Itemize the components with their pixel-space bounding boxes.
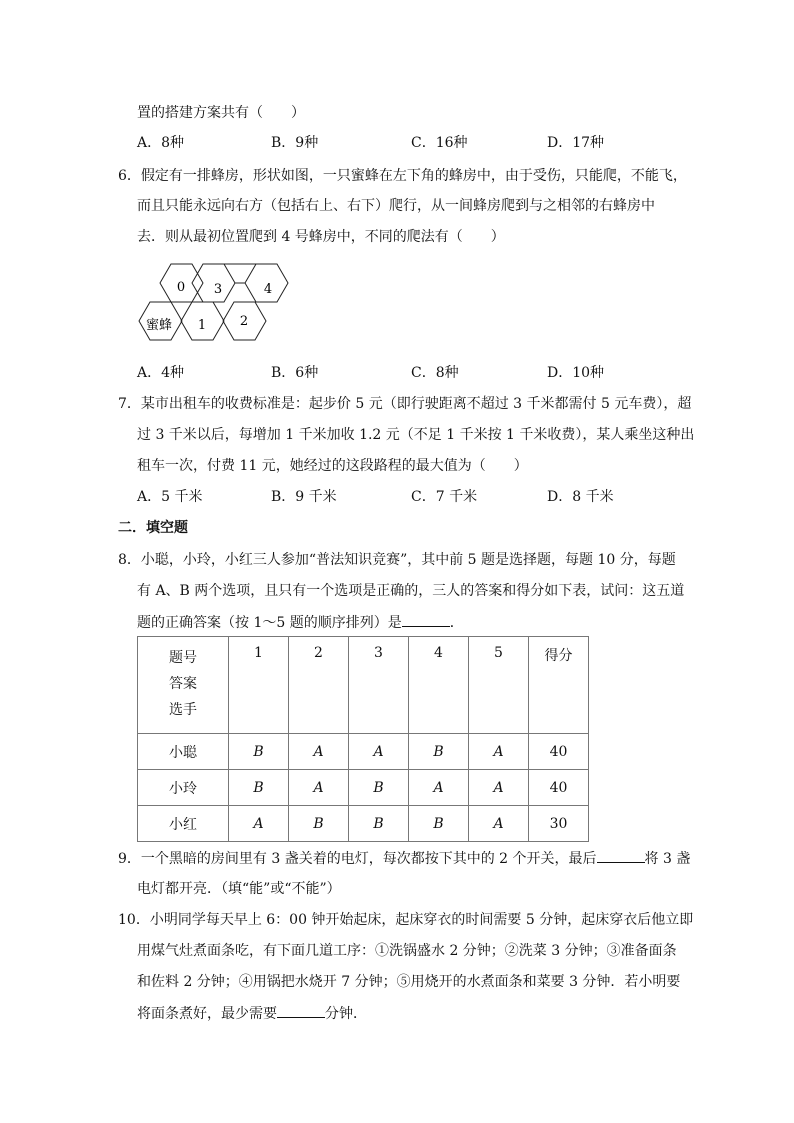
score-cell: 30	[529, 806, 589, 842]
table-corner-cell	[138, 637, 229, 734]
score-cell: 40	[529, 770, 589, 806]
answer-cell: B	[229, 734, 289, 770]
hex-label-4: 4	[263, 282, 273, 297]
q6-option-b: B．6种	[271, 365, 319, 381]
q5-option-a: A．8种	[137, 135, 185, 151]
q8-line3-end: ．	[449, 615, 464, 631]
table-row	[138, 806, 589, 842]
hex-label-2: 2	[239, 314, 249, 329]
answer-cell: A	[289, 734, 349, 770]
table-header-row	[138, 637, 589, 734]
header-cell-2: 2	[289, 637, 349, 734]
table-row	[138, 770, 589, 806]
header-cell-score: 得分	[529, 637, 589, 734]
hex-label-3: 3	[213, 282, 223, 297]
hex-label-1: 1	[197, 318, 207, 333]
q5-continuation: 置的搭建方案共有（ ）	[137, 105, 305, 121]
answer-cell: A	[469, 770, 529, 806]
answer-cell: B	[349, 806, 409, 842]
score-cell: 40	[529, 734, 589, 770]
q7-text-line2: 过 3 千米以后，每增加 1 千米加收 1.2 元（不足 1 千米按 1 千米收费），某人乘坐这种出	[137, 427, 695, 443]
q10-text-line1: 10．小明同学每天早上 6：00 钟开始起床，起床穿衣的时间需要 5 分钟，起床穿衣后他立即	[118, 912, 694, 928]
answer-cell: A	[289, 770, 349, 806]
answer-cell: B	[409, 734, 469, 770]
header-cell-5: 5	[469, 637, 529, 734]
q8-text-line1: 8．小聪，小玲，小红三人参加“普法知识竞赛”，其中前 5 题是选择题，每题 10 分，每题	[118, 552, 676, 568]
q10-line4-end: 分钟．	[325, 1006, 367, 1022]
answer-cell: B	[229, 770, 289, 806]
answer-cell: A	[409, 770, 469, 806]
q7-option-a: A．5 千米	[137, 489, 203, 505]
answer-cell: B	[409, 806, 469, 842]
corner-label-question: 题号	[169, 650, 197, 666]
q5-option-b: B．9种	[271, 135, 319, 151]
q10-text-line2: 用煤气灶煮面条吃，有下面几道工序：①洗锅盛水 2 分钟；②洗菜 3 分钟；③准备面条	[137, 943, 677, 959]
q10-text-line4	[137, 1003, 367, 1024]
header-cell-4: 4	[409, 637, 469, 734]
hex-label-0: 0	[176, 280, 186, 295]
section-heading-fill-in: 二．填空题	[118, 520, 188, 536]
answer-cell: A	[229, 806, 289, 842]
q7-text-line3: 租车一次，付费 11 元，她经过的这段路程的最大值为（ ）	[137, 458, 528, 474]
corner-label-answer: 答案	[169, 676, 197, 692]
corner-label-player: 选手	[169, 702, 197, 718]
q7-option-d: D．8 千米	[547, 489, 614, 505]
q10-text-line3: 和佐料 2 分钟；④用锅把水烧开 7 分钟；⑤用烧开的水煮面条和菜要 3 分钟．若小明要	[137, 974, 681, 990]
header-cell-3: 3	[349, 637, 409, 734]
q8-text-line3	[137, 612, 464, 633]
q6-option-c: C．8种	[411, 365, 459, 381]
answer-cell: B	[289, 806, 349, 842]
player-name: 小红	[138, 806, 229, 842]
q6-text-line2: 而且只能永远向右方（包括右上、右下）爬行，从一间蜂房爬到与之相邻的右蜂房中	[137, 198, 655, 214]
answer-cell: A	[349, 734, 409, 770]
q6-option-a: A．4种	[137, 365, 185, 381]
q9-answer-blank[interactable]	[597, 848, 645, 863]
q9-text-line1	[118, 848, 690, 869]
q9-line1-end: 将 3 盏	[644, 851, 691, 867]
q8-answer-blank[interactable]	[402, 612, 450, 627]
player-name: 小聪	[138, 734, 229, 770]
hex-label-bee: 蜜蜂	[145, 318, 173, 333]
q8-answer-table	[137, 636, 589, 842]
q5-option-c: C．16种	[411, 135, 468, 151]
beehive-diagram	[137, 262, 292, 350]
q7-text-line1: 7．某市出租车的收费标准是：起步价 5 元（即行驶距离不超过 3 千米都需付 5 元车费），超	[118, 396, 692, 412]
q6-text-line3: 去．则从最初位置爬到 4 号蜂房中，不同的爬法有（ ）	[137, 229, 505, 245]
table-row	[138, 734, 589, 770]
q7-option-b: B．9 千米	[271, 489, 337, 505]
q6-text-line1: 6．假定有一排蜂房，形状如图，一只蜜蜂在左下角的蜂房中，由于受伤，只能爬，不能飞，	[118, 168, 687, 184]
q9-text-line2: 电灯都开亮．（填“能”或“不能”）	[137, 881, 341, 897]
q10-answer-blank[interactable]	[277, 1003, 325, 1018]
q9-line1-start: 9．一个黑暗的房间里有 3 盏关着的电灯，每次都按下其中的 2 个开关，最后	[118, 851, 597, 867]
answer-cell: A	[469, 806, 529, 842]
header-cell-1: 1	[229, 637, 289, 734]
player-name: 小玲	[138, 770, 229, 806]
answer-cell: B	[349, 770, 409, 806]
q6-option-d: D．10种	[547, 365, 605, 381]
q8-line3-text: 题的正确答案（按 1～5 题的顺序排列）是	[137, 615, 402, 631]
q8-text-line2: 有 A、B 两个选项，且只有一个选项是正确的，三人的答案和得分如下表，试问：这五道	[137, 583, 685, 599]
q10-line4-start: 将面条煮好，最少需要	[137, 1006, 277, 1022]
q7-option-c: C．7 千米	[411, 489, 478, 505]
q5-option-d: D．17种	[547, 135, 605, 151]
answer-cell: A	[469, 734, 529, 770]
